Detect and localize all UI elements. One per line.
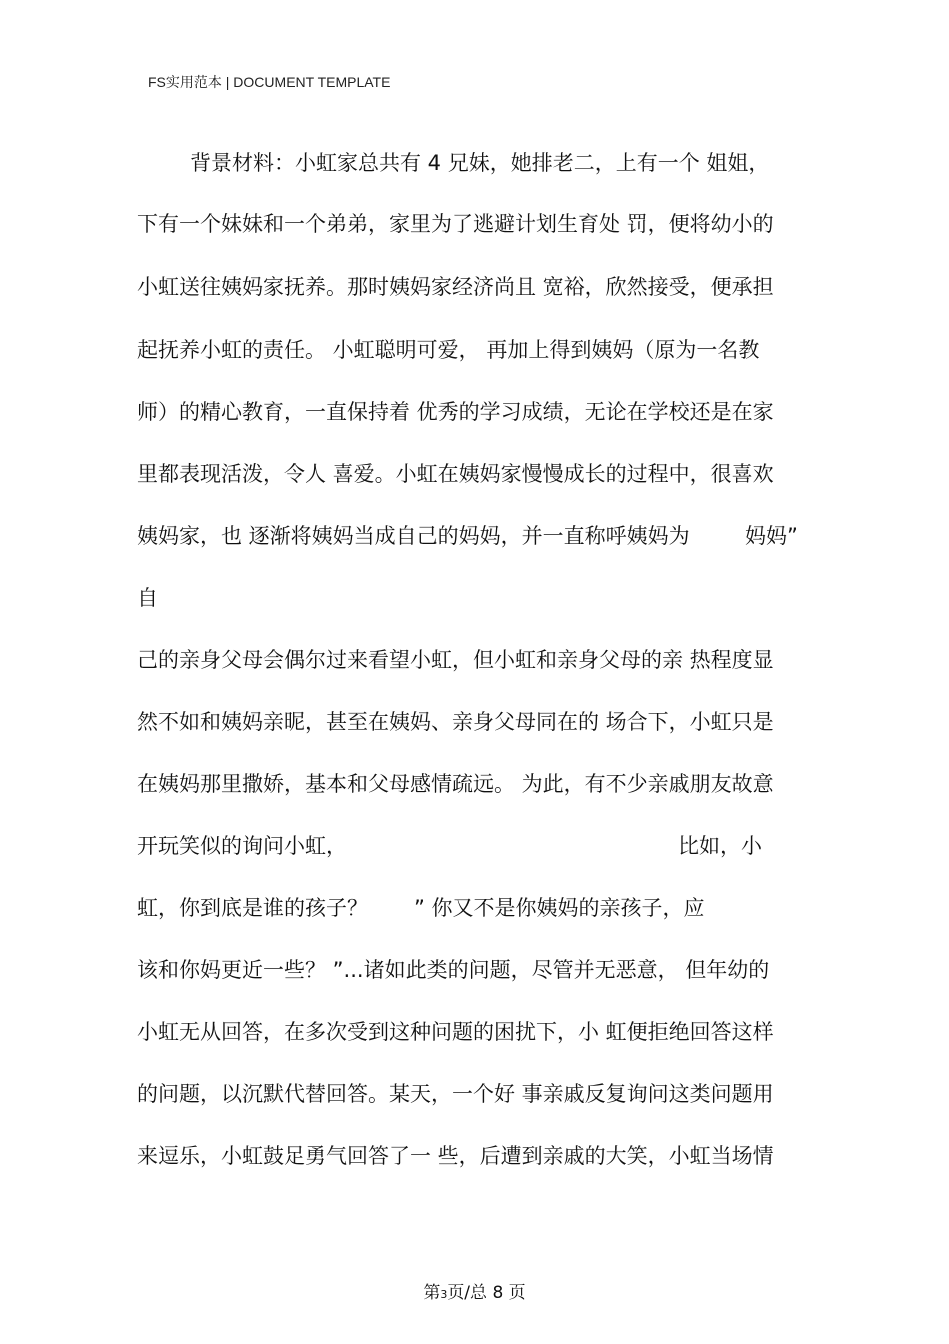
body-line: 起抚养小虹的责任。 小虹聪明可爱， 再加上得到姨妈（原为一名教 — [137, 338, 760, 362]
body-line: 在姨妈那里撒娇，基本和父母感情疏远。 为此，有不少亲戚朋友故意 — [137, 772, 774, 796]
body-line: 师）的精心教育，一直保持着 优秀的学习成绩，无论在学校还是在家 — [137, 400, 774, 424]
body-line: 的问题，以沉默代替回答。某天，一个好 事亲戚反复询问这类问题用 — [137, 1082, 774, 1106]
body-line: 该和你妈更近一些？ ”...诸如此类的问题，尽管并无恶意， 但年幼的 — [137, 958, 770, 982]
body-line: 开玩笑似的询问小虹， — [137, 834, 347, 858]
document-header: FS实用范本 | DOCUMENT TEMPLATE — [148, 74, 391, 90]
body-line: 小虹无从回答，在多次受到这种问题的困扰下，小 虹便拒绝回答这样 — [137, 1020, 774, 1044]
body-line: 自 — [137, 586, 158, 610]
body-line: 妈妈” — [745, 524, 798, 548]
body-line: 姨妈家，也 逐渐将姨妈当成自己的妈妈，并一直称呼姨妈为 — [137, 524, 690, 548]
body-line: 然不如和姨妈亲昵，甚至在姨妈、亲身父母同在的 场合下，小虹只是 — [137, 710, 774, 734]
body-line: 小虹送往姨妈家抚养。那时姨妈家经济尚且 宽裕，欣然接受，便承担 — [137, 275, 774, 299]
footer-prefix: 第 — [423, 1283, 441, 1303]
footer-suffix: 页/总 8 页 — [447, 1283, 526, 1303]
body-line: 虹，你到底是谁的孩子？ — [137, 896, 368, 920]
body-line: 里都表现活泼，令人 喜爱。小虹在姨妈家慢慢成长的过程中，很喜欢 — [137, 462, 774, 486]
body-line: 背景材料：小虹家总共有 4 兄妹，她排老二，上有一个 姐姐， — [190, 151, 770, 175]
body-line: 来逗乐，小虹鼓足勇气回答了一 些，后遭到亲戚的大笑，小虹当场情 — [137, 1144, 774, 1168]
body-line: 比如，小 — [678, 834, 762, 858]
body-line: 己的亲身父母会偶尔过来看望小虹，但小虹和亲身父母的亲 热程度显 — [137, 648, 774, 672]
body-line: ” 你又不是你姨妈的亲孩子，应 — [414, 896, 705, 920]
body-line: 下有一个妹妹和一个弟弟，家里为了逃避计划生育处 罚，便将幼小的 — [137, 212, 774, 236]
page-footer — [0, 1278, 949, 1303]
footer-page-number: 3 — [440, 1288, 448, 1301]
